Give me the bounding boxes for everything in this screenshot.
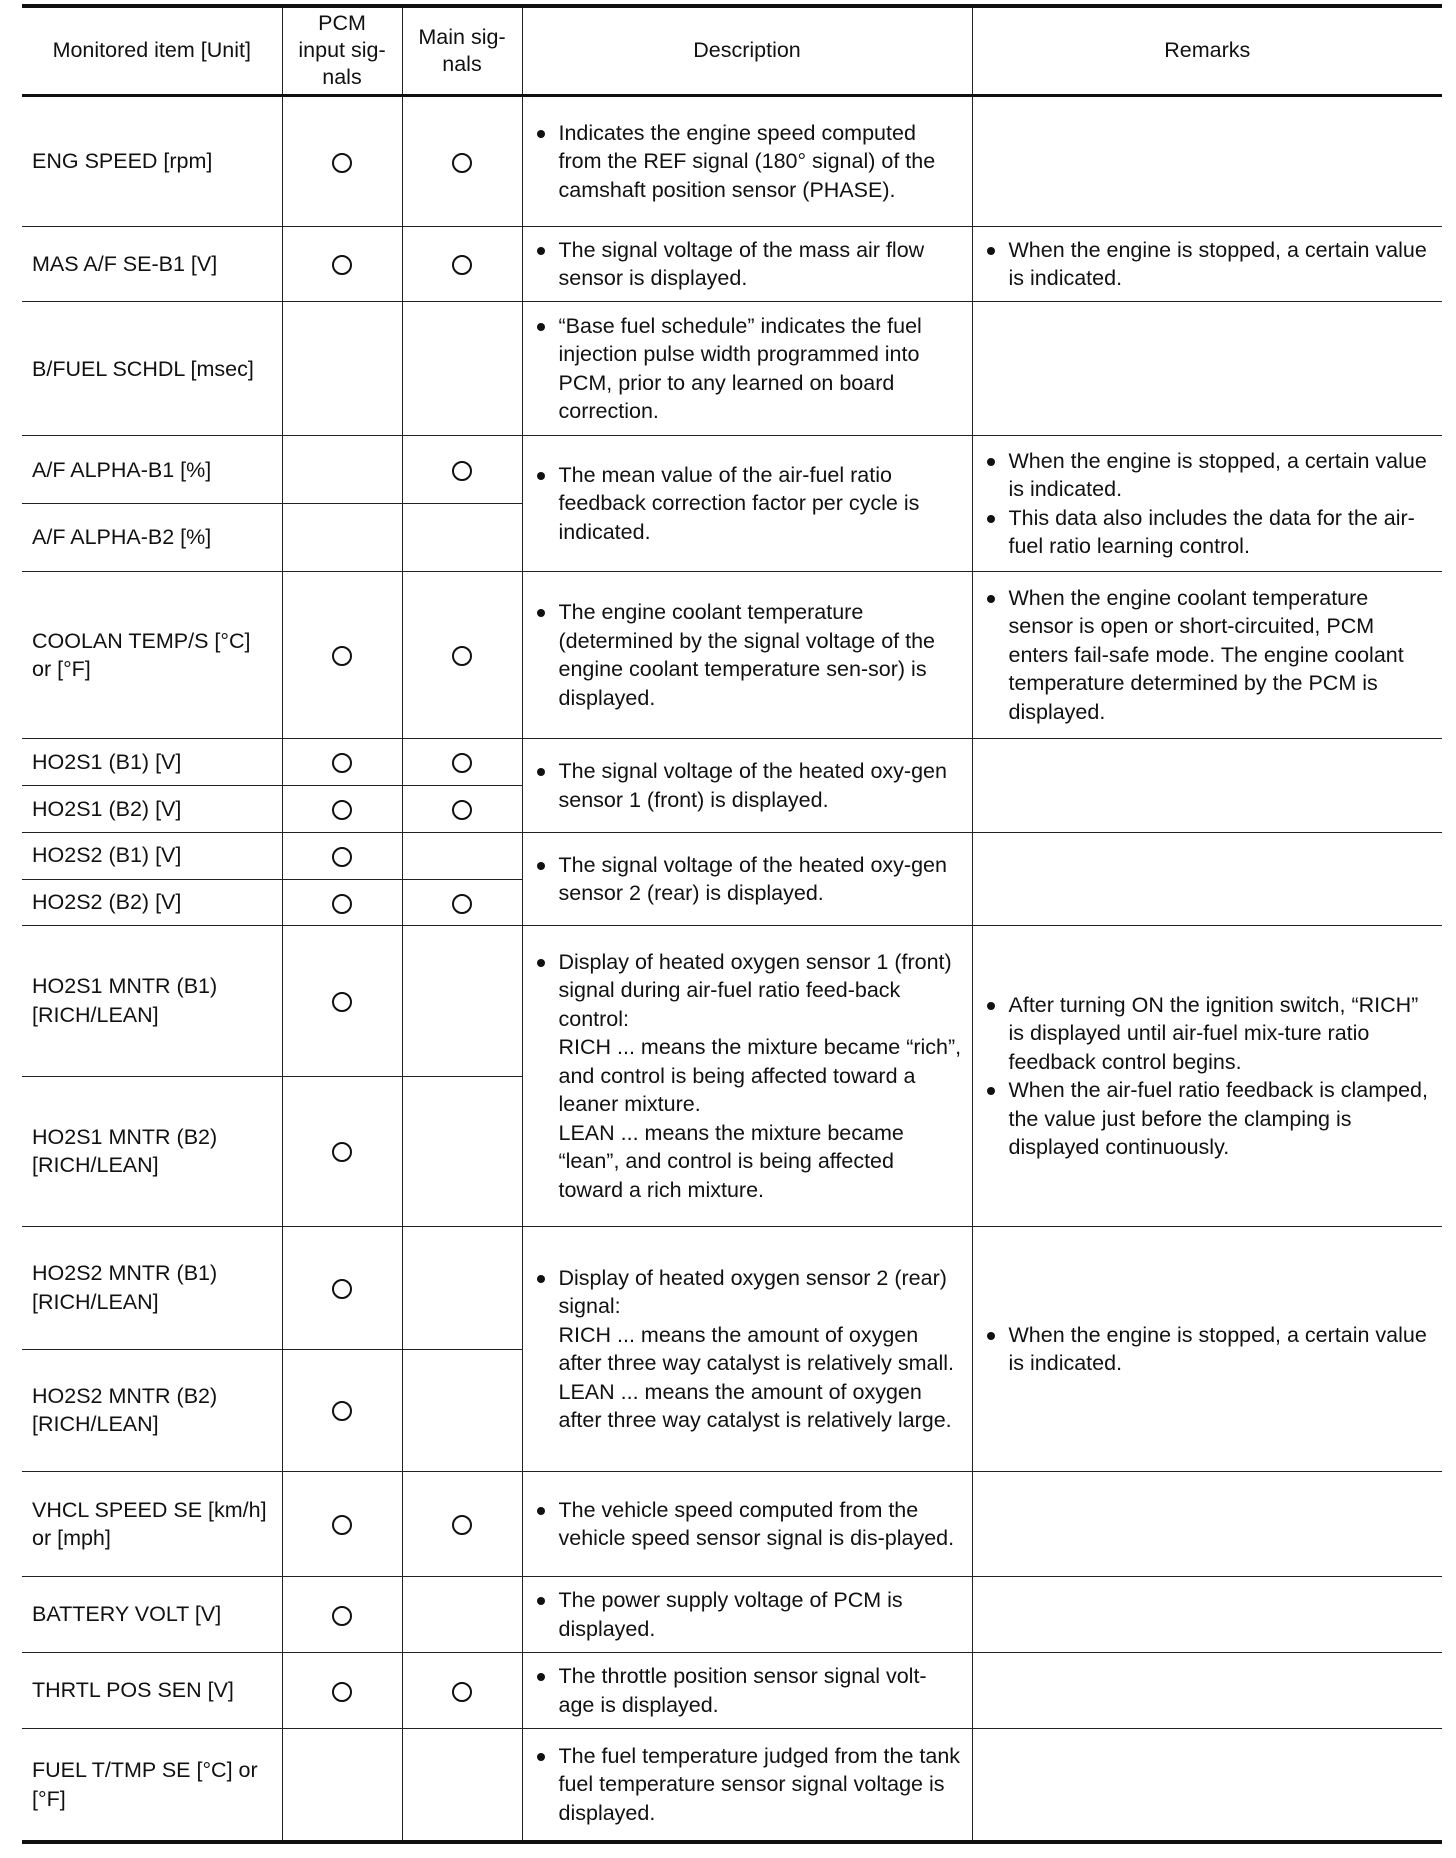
table-row xyxy=(22,436,1442,504)
pcm-mark-cell xyxy=(282,1653,402,1729)
header-pcm-input-signals: PCM input sig-nals xyxy=(282,6,402,95)
signal-circle-icon xyxy=(452,153,472,173)
desc-lean: LEAN ... means the mixture became “lean”, and control is being affected toward a rich mixture. xyxy=(558,1120,904,1202)
item-cell: HO2S1 MNTR (B1) [RICH/LEAN] xyxy=(22,926,282,1076)
item-cell: HO2S2 MNTR (B2) [RICH/LEAN] xyxy=(22,1349,282,1472)
signal-circle-icon xyxy=(332,646,352,666)
main-mark-cell xyxy=(402,1472,522,1577)
description-cell xyxy=(522,227,972,302)
header-remarks: Remarks xyxy=(972,6,1442,95)
remarks-cell xyxy=(972,436,1442,571)
main-mark-cell xyxy=(402,786,522,833)
remarks-cell xyxy=(972,739,1442,832)
header-row xyxy=(22,6,1442,95)
signal-circle-icon xyxy=(452,255,472,275)
main-mark-cell xyxy=(402,227,522,302)
main-mark-cell xyxy=(402,832,522,879)
pcm-mark-cell xyxy=(282,95,402,227)
main-mark-cell xyxy=(402,436,522,504)
item-cell: HO2S1 (B1) [V] xyxy=(22,739,282,786)
item-cell: ENG SPEED [rpm] xyxy=(22,95,282,227)
bullet-text: “Base fuel schedule” indicates the fuel injection pulse width programmed into PCM, prior to any learned on board correction. xyxy=(533,312,962,426)
main-mark-cell xyxy=(402,302,522,436)
signal-circle-icon xyxy=(332,153,352,173)
bullet-text: After turning ON the ignition switch, “RICH” is displayed until air-fuel mix-ture ratio feedback control begins. xyxy=(983,991,1433,1077)
pcm-mark-cell xyxy=(282,1349,402,1472)
desc-intro: Display of heated oxygen sensor 1 (front) signal during air-fuel ratio feed-back control: xyxy=(558,949,952,1031)
desc-lean: LEAN ... means the amount of oxygen after three way catalyst is relatively large. xyxy=(558,1379,952,1433)
signal-circle-icon xyxy=(332,992,352,1012)
item-cell: A/F ALPHA-B1 [%] xyxy=(22,436,282,504)
table-row xyxy=(22,1226,1442,1349)
table-row xyxy=(22,832,1442,879)
pcm-mark-cell xyxy=(282,1076,402,1226)
main-mark-cell xyxy=(402,926,522,1076)
table-row xyxy=(22,1653,1442,1729)
main-mark-cell xyxy=(402,504,522,572)
table-row xyxy=(22,302,1442,436)
table-row xyxy=(22,1577,1442,1653)
table-row xyxy=(22,1472,1442,1577)
item-cell: B/FUEL SCHDL [msec] xyxy=(22,302,282,436)
item-cell: MAS A/F SE-B1 [V] xyxy=(22,227,282,302)
description-cell xyxy=(522,1729,972,1842)
signal-circle-icon xyxy=(332,1279,352,1299)
desc-rich: RICH ... means the mixture became “rich”, and control is being affected toward a leaner mixture. xyxy=(558,1035,962,1117)
signal-circle-icon xyxy=(332,1142,352,1162)
description-cell xyxy=(522,302,972,436)
remarks-cell xyxy=(972,1226,1442,1471)
signal-circle-icon xyxy=(452,646,472,666)
signal-circle-icon xyxy=(332,753,352,773)
description-cell xyxy=(522,926,972,1227)
bullet-text: The mean value of the air-fuel ratio feedback correction factor per cycle is indicated. xyxy=(533,461,962,547)
signal-circle-icon xyxy=(452,753,472,773)
main-mark-cell xyxy=(402,879,522,926)
pcm-mark-cell xyxy=(282,504,402,572)
remarks-cell xyxy=(972,1729,1442,1842)
description-cell xyxy=(522,436,972,571)
main-mark-cell xyxy=(402,1076,522,1226)
table-row xyxy=(22,227,1442,302)
description-cell xyxy=(522,1226,972,1471)
table-row xyxy=(22,95,1442,227)
bullet-text: When the air-fuel ratio feedback is clamped, the value just before the clamping is displayed continuously. xyxy=(983,1076,1433,1162)
pcm-mark-cell xyxy=(282,1729,402,1842)
signal-circle-icon xyxy=(452,461,472,481)
table-row xyxy=(22,739,1442,786)
signal-circle-icon xyxy=(452,1682,472,1702)
bullet-text xyxy=(533,1264,962,1435)
main-mark-cell xyxy=(402,571,522,739)
description-cell xyxy=(522,1577,972,1653)
bullet-text: The signal voltage of the heated oxy-gen sensor 1 (front) is displayed. xyxy=(533,757,962,814)
bullet-text: When the engine is stopped, a certain value is indicated. xyxy=(983,1321,1433,1378)
remarks-cell xyxy=(972,227,1442,302)
item-cell: HO2S2 MNTR (B1) [RICH/LEAN] xyxy=(22,1226,282,1349)
main-mark-cell xyxy=(402,1729,522,1842)
bullet-text: The power supply voltage of PCM is displayed. xyxy=(533,1586,962,1643)
item-cell: HO2S2 (B2) [V] xyxy=(22,879,282,926)
remarks-cell xyxy=(972,926,1442,1227)
signal-circle-icon xyxy=(332,255,352,275)
pcm-mark-cell xyxy=(282,571,402,739)
description-cell xyxy=(522,832,972,925)
bullet-text: The fuel temperature judged from the tank fuel temperature sensor signal voltage is displayed. xyxy=(533,1742,962,1828)
bullet-text: This data also includes the data for the air-fuel ratio learning control. xyxy=(983,504,1433,561)
monitored-items-table xyxy=(22,4,1442,1844)
table-row xyxy=(22,1729,1442,1842)
header-description: Description xyxy=(522,6,972,95)
description-cell xyxy=(522,1653,972,1729)
signal-circle-icon xyxy=(452,1515,472,1535)
signal-circle-icon xyxy=(332,1401,352,1421)
signal-circle-icon xyxy=(332,847,352,867)
pcm-mark-cell xyxy=(282,436,402,504)
description-cell xyxy=(522,1472,972,1577)
main-mark-cell xyxy=(402,95,522,227)
item-cell: FUEL T/TMP SE [°C] or [°F] xyxy=(22,1729,282,1842)
desc-intro: Display of heated oxygen sensor 2 (rear) signal: xyxy=(558,1265,947,1319)
description-cell xyxy=(522,95,972,227)
signal-circle-icon xyxy=(332,894,352,914)
main-mark-cell xyxy=(402,1349,522,1472)
pcm-mark-cell xyxy=(282,879,402,926)
item-cell: THRTL POS SEN [V] xyxy=(22,1653,282,1729)
bullet-text: The throttle position sensor signal volt-age is displayed. xyxy=(533,1662,962,1719)
signal-circle-icon xyxy=(332,1682,352,1702)
remarks-cell xyxy=(972,1577,1442,1653)
bullet-text: The engine coolant temperature (determined by the signal voltage of the engine coolant temperature sen-sor) is displayed. xyxy=(533,598,962,712)
pcm-mark-cell xyxy=(282,786,402,833)
item-cell: HO2S1 MNTR (B2) [RICH/LEAN] xyxy=(22,1076,282,1226)
table-row xyxy=(22,926,1442,1076)
header-main-signals: Main sig-nals xyxy=(402,6,522,95)
pcm-mark-cell xyxy=(282,1577,402,1653)
remarks-cell xyxy=(972,302,1442,436)
remarks-cell xyxy=(972,1653,1442,1729)
description-cell xyxy=(522,571,972,739)
remarks-cell xyxy=(972,571,1442,739)
description-cell xyxy=(522,739,972,832)
bullet-text: The signal voltage of the heated oxy-gen sensor 2 (rear) is displayed. xyxy=(533,851,962,908)
page xyxy=(22,4,1442,1844)
main-mark-cell xyxy=(402,739,522,786)
item-cell: A/F ALPHA-B2 [%] xyxy=(22,504,282,572)
bullet-text: When the engine is stopped, a certain value is indicated. xyxy=(983,447,1433,504)
main-mark-cell xyxy=(402,1577,522,1653)
item-cell: BATTERY VOLT [V] xyxy=(22,1577,282,1653)
signal-circle-icon xyxy=(332,1606,352,1626)
pcm-mark-cell xyxy=(282,227,402,302)
signal-circle-icon xyxy=(332,800,352,820)
remarks-cell xyxy=(972,832,1442,925)
item-cell: VHCL SPEED SE [km/h] or [mph] xyxy=(22,1472,282,1577)
bullet-text xyxy=(533,948,962,1205)
pcm-mark-cell xyxy=(282,739,402,786)
pcm-mark-cell xyxy=(282,1472,402,1577)
bullet-text: The vehicle speed computed from the vehicle speed sensor signal is dis-played. xyxy=(533,1496,962,1553)
pcm-mark-cell xyxy=(282,832,402,879)
signal-circle-icon xyxy=(452,894,472,914)
bullet-text: The signal voltage of the mass air flow sensor is displayed. xyxy=(533,236,962,293)
pcm-mark-cell xyxy=(282,302,402,436)
bullet-text: When the engine is stopped, a certain value is indicated. xyxy=(983,236,1433,293)
item-cell: COOLAN TEMP/S [°C] or [°F] xyxy=(22,571,282,739)
pcm-mark-cell xyxy=(282,926,402,1076)
main-mark-cell xyxy=(402,1653,522,1729)
signal-circle-icon xyxy=(452,800,472,820)
item-cell: HO2S1 (B2) [V] xyxy=(22,786,282,833)
table-row xyxy=(22,571,1442,739)
signal-circle-icon xyxy=(332,1515,352,1535)
pcm-mark-cell xyxy=(282,1226,402,1349)
item-cell: HO2S2 (B1) [V] xyxy=(22,832,282,879)
bullet-text: When the engine coolant temperature sensor is open or short-circuited, PCM enters fail-safe mode. The engine coolant temperature determined by the PCM is displayed. xyxy=(983,584,1433,727)
bullet-text: Indicates the engine speed computed from the REF signal (180° signal) of the camshaft position sensor (PHASE). xyxy=(533,119,962,205)
desc-rich: RICH ... means the amount of oxygen after three way catalyst is relatively small. xyxy=(558,1322,954,1376)
remarks-cell xyxy=(972,1472,1442,1577)
main-mark-cell xyxy=(402,1226,522,1349)
remarks-cell xyxy=(972,95,1442,227)
header-monitored-item: Monitored item [Unit] xyxy=(22,6,282,95)
